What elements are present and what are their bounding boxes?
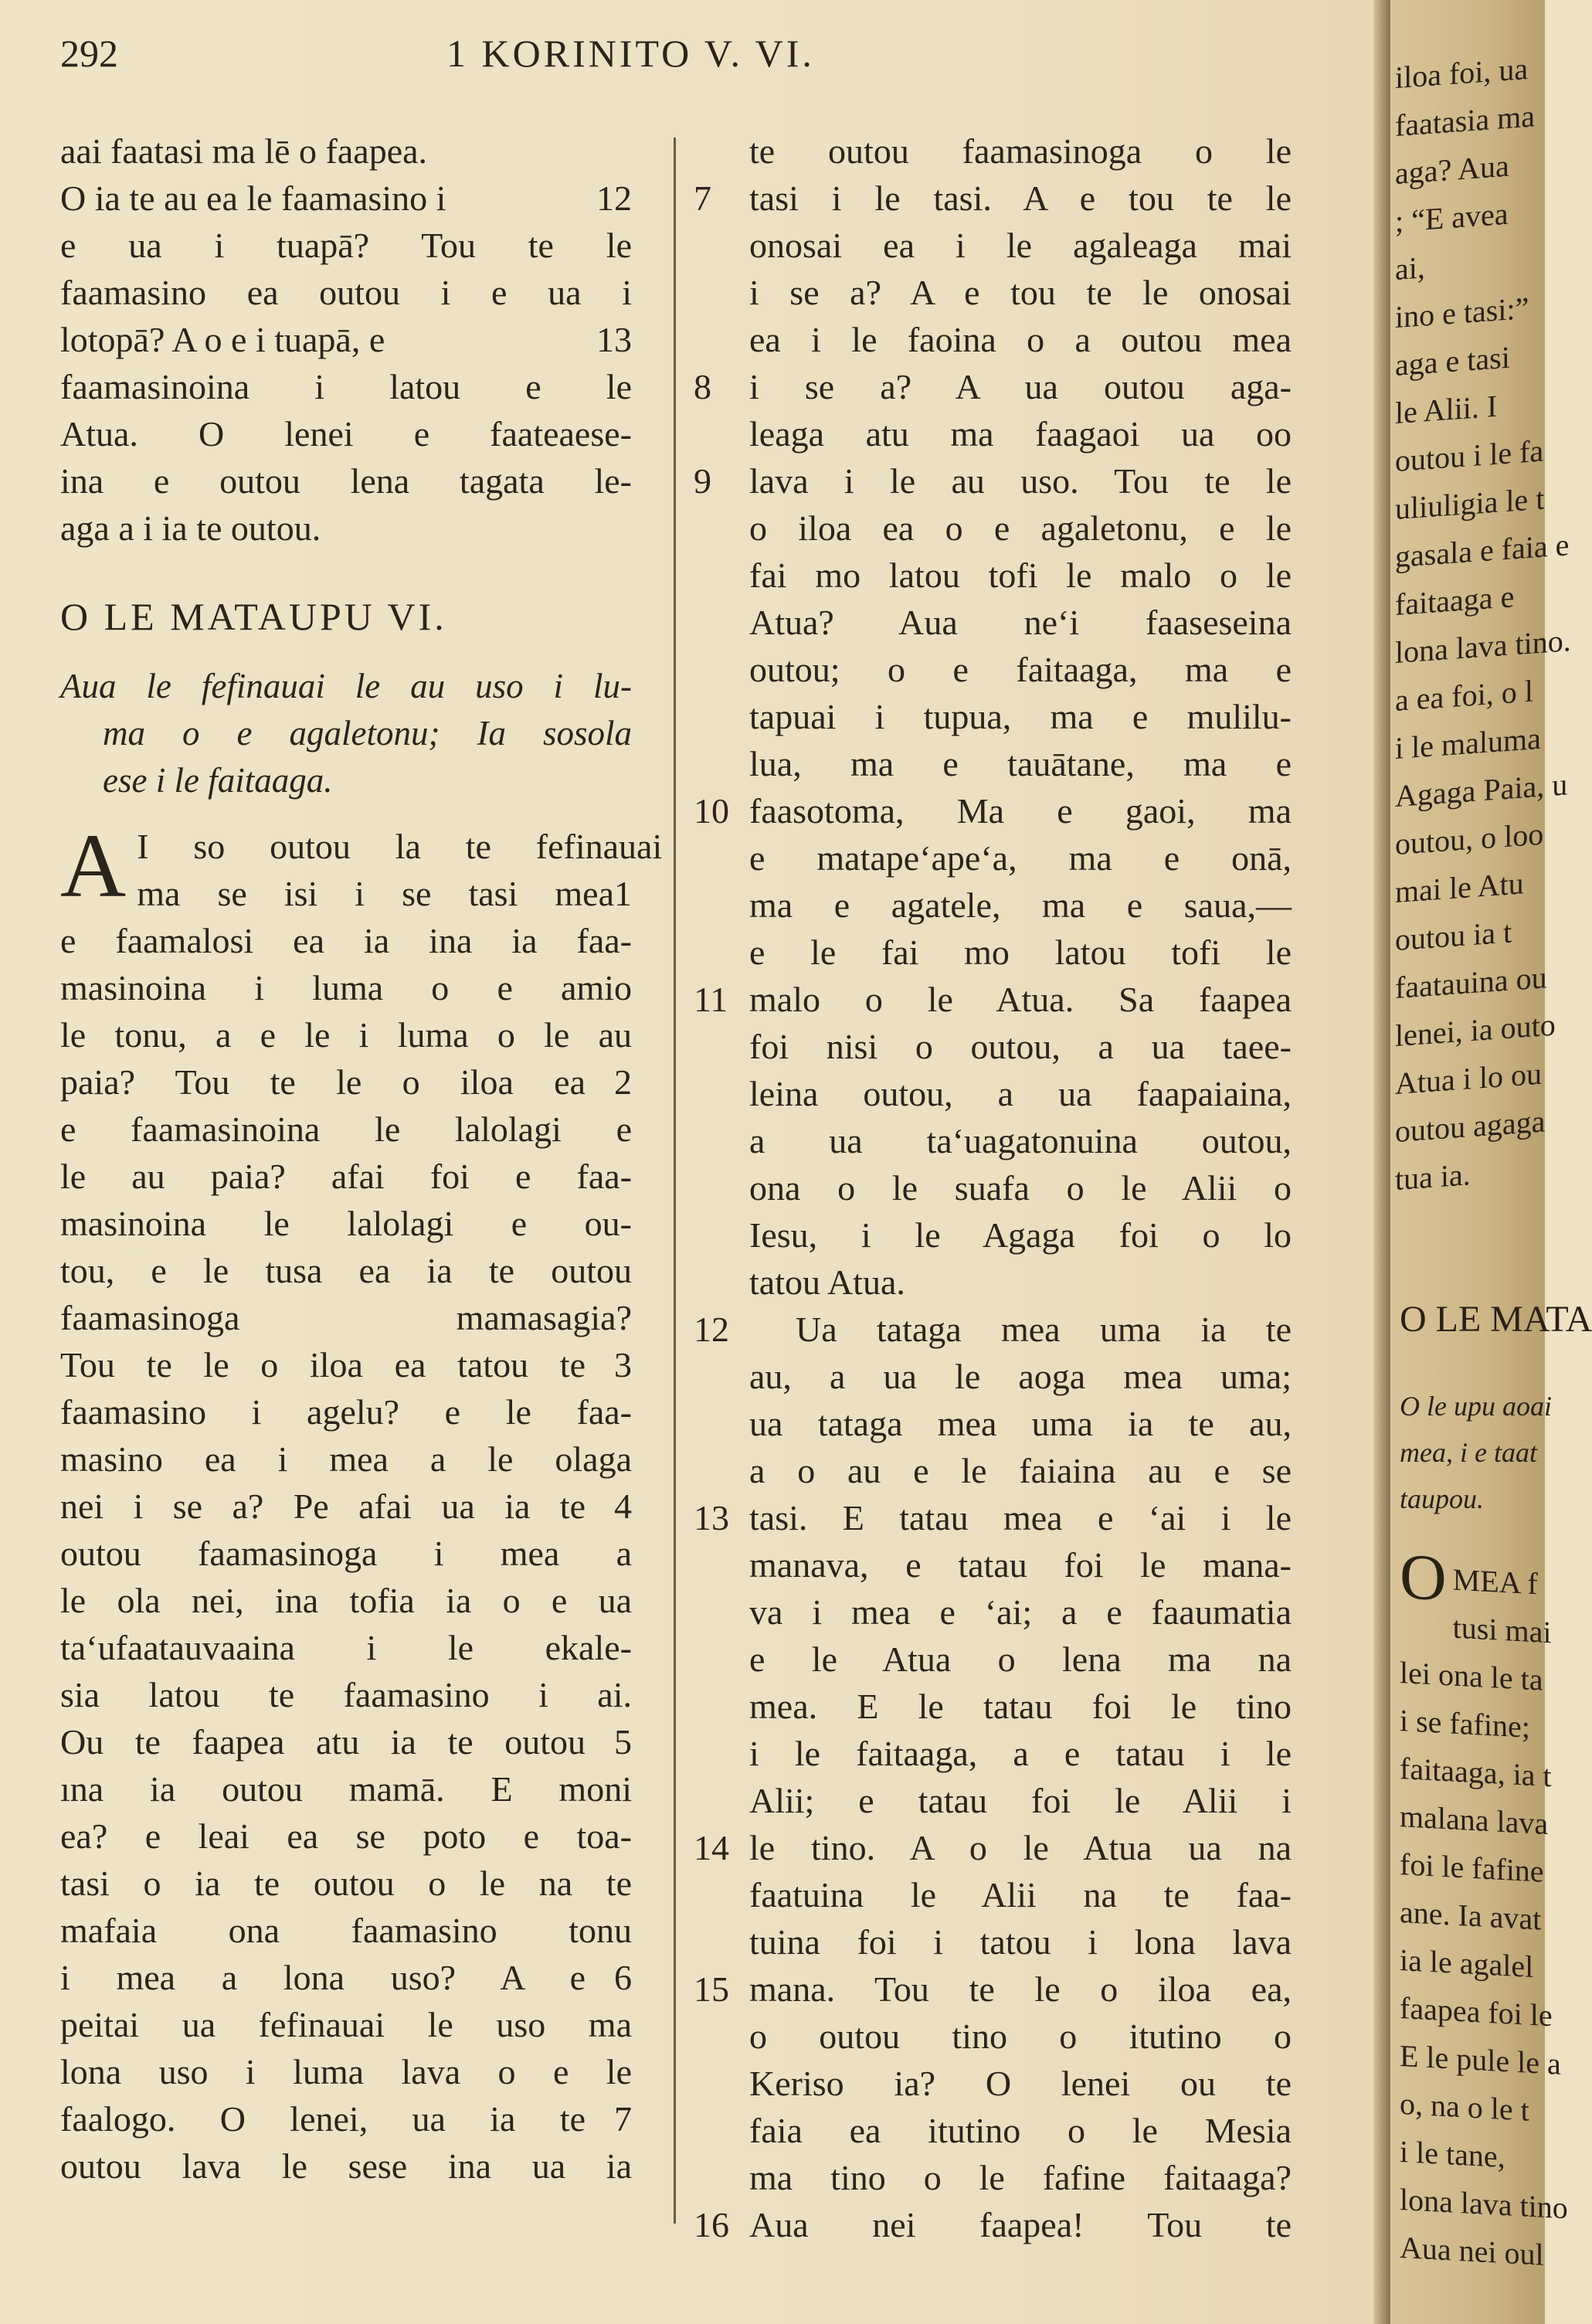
line-text: va i mea e ʻai; a e faaumatia: [749, 1592, 1292, 1632]
line-text: le tonu, a e le i luma o le au: [60, 1015, 632, 1055]
text-line: [749, 740, 1292, 787]
line-text: a o au e le faiaina au e se: [749, 1451, 1292, 1490]
line-text: ma tino o le fafine faitaaga?: [749, 2158, 1292, 2197]
text-line: [749, 1164, 1292, 1211]
facing-line: aga e tasi: [1395, 339, 1510, 382]
line-text: Alii; e tatau foi le Alii i: [749, 1781, 1292, 1820]
line-text: e le Atua o lena ma na: [749, 1639, 1292, 1679]
text-line: [60, 410, 632, 457]
text-line: [60, 1058, 632, 1106]
text-line: [694, 787, 1292, 834]
text-line: [694, 1966, 1292, 2013]
text-line: [60, 1436, 632, 1483]
facing-line: Atua i lo ou: [1395, 1055, 1542, 1101]
line-text: faamasino ea outou i e ua i: [60, 273, 632, 312]
text-line: [749, 1400, 1292, 1447]
facing-line: ino e tasi:”: [1395, 290, 1529, 335]
line-text: tasi. E tatau mea e ʻai i le: [749, 1498, 1292, 1537]
text-line: [749, 599, 1292, 646]
verse-number: 12: [596, 178, 632, 218]
text-line: [60, 1765, 632, 1813]
text-line: [60, 870, 632, 917]
text-line: [694, 2201, 1292, 2248]
line-text: ona o le suafa o le Alii o: [749, 1168, 1292, 1208]
facing-line: foi le fafine: [1400, 1847, 1544, 1889]
text-line: [749, 1070, 1292, 1117]
line-text: outou lava le sese ina ua ia: [60, 2146, 632, 2186]
line-text: lona uso i luma lava o e le: [60, 2052, 632, 2091]
line-text: tatou Atua.: [749, 1262, 905, 1302]
text-line: [749, 1871, 1292, 1918]
text-line: [60, 175, 632, 222]
text-line: [749, 410, 1292, 457]
line-text: outou; o e faitaaga, ma e: [749, 650, 1292, 689]
chapter-summary: [60, 663, 632, 804]
line-text: ina e outou lena tagata le-: [60, 461, 632, 501]
text-line: [60, 1671, 632, 1718]
facing-line: faatauina ou: [1395, 960, 1547, 1005]
text-line: [749, 882, 1292, 929]
facing-line: outou, o loo: [1395, 816, 1544, 861]
line-text: nei i se a? Pe afai ua ia te: [60, 1486, 586, 1526]
line-text: foi nisi o outou, a ua taee-: [749, 1027, 1292, 1066]
facing-line: malana lava: [1400, 1799, 1549, 1842]
facing-page: [1390, 0, 1592, 2324]
facing-line: ane. Ia avat: [1400, 1894, 1542, 1937]
verse-number: 2: [614, 1062, 632, 1102]
line-text: I so outou la te fefinauai: [137, 827, 663, 866]
verse-number: 13: [694, 1498, 729, 1537]
text-line: [60, 2095, 632, 2142]
facing-page-heading: O LE MATA: [1400, 1299, 1592, 1340]
facing-line: Aua nei oul: [1400, 2230, 1544, 2272]
facing-line: lona lava tino.: [1395, 623, 1571, 670]
text-line: [749, 1683, 1292, 1730]
text-line: [60, 1153, 632, 1200]
line-text: a ua taʻuagatonuina outou,: [749, 1121, 1292, 1160]
facing-line: gasala e faia e: [1395, 527, 1570, 574]
line-text: lua, ma e tauātane, ma e: [749, 744, 1292, 783]
facing-line: mai le Atu: [1395, 865, 1524, 909]
text-line: [60, 1530, 632, 1577]
line-text: faatuina le Alii na te faa-: [749, 1875, 1292, 1915]
text-line: [60, 1577, 632, 1624]
text-line: [749, 1777, 1292, 1824]
line-text: Atua. O lenei e faateaese-: [60, 414, 632, 454]
verse-number: 8: [694, 367, 711, 406]
line-text: faamasino i agelu? e le faa-: [60, 1392, 632, 1432]
summary-line: Aua le fefinauai le au uso i lu-: [60, 667, 632, 705]
line-text: malo o le Atua. Sa faapea: [749, 980, 1292, 1019]
text-line: [749, 2107, 1292, 2154]
line-text: o outou tino o itutino o: [749, 2017, 1292, 2056]
facing-page-body: [1400, 1541, 1568, 2280]
column-divider: [674, 138, 676, 2224]
text-line: [749, 1636, 1292, 1683]
text-line: [60, 1106, 632, 1153]
text-line: [694, 1824, 1292, 1871]
line-text: leina outou, a ua faapaiaina,: [749, 1074, 1292, 1113]
facing-line: outou agaga: [1395, 1103, 1546, 1149]
facing-line: i se fafine;: [1400, 1703, 1530, 1745]
text-line: [60, 2001, 632, 2048]
verse-number: 15: [694, 1969, 729, 2009]
line-text: faamasinoina i latou e le: [60, 367, 632, 406]
line-text: outou faamasinoga i mea a: [60, 1534, 632, 1573]
text-line: [749, 1353, 1292, 1400]
text-line: [60, 127, 632, 175]
line-text: e faamalosi ea ia ina ia faa-: [60, 921, 632, 960]
text-line: [694, 457, 1292, 505]
line-text: aga a i ia te outou.: [60, 508, 321, 548]
line-text: i se a? A ua outou aga-: [749, 367, 1292, 406]
text-line: [749, 316, 1292, 363]
text-line: [60, 1483, 632, 1530]
verse-number: 3: [614, 1345, 632, 1385]
facing-line: ; “E avea: [1395, 195, 1509, 239]
line-text: tuina foi i tatou i lona lava: [749, 1922, 1292, 1962]
line-text: lava i le au uso. Tou te le: [749, 461, 1292, 501]
verse-number: 12: [694, 1310, 729, 1349]
line-text: Keriso ia? O lenei ou te: [749, 2064, 1292, 2103]
running-title: 1 KORINITO V. VI.: [446, 32, 815, 75]
line-text: tasi i le tasi. A e tou te le: [749, 178, 1292, 218]
line-text: e faamasinoina le lalolagi e: [60, 1109, 632, 1149]
facing-line: i le maluma: [1395, 720, 1541, 766]
text-line: [694, 363, 1292, 410]
verse-number: 7: [614, 2099, 632, 2139]
summary-line: ma o e agaletonu; Ia sosola: [103, 714, 632, 753]
text-line: [60, 363, 632, 410]
line-text: e le fai mo latou tofi le: [749, 933, 1292, 972]
text-line: [60, 457, 632, 505]
facing-summary-line: O le upu aoai: [1400, 1391, 1552, 1422]
line-text: ea? e leai ea se poto e toa-: [60, 1816, 632, 1856]
line-text: onosai ea i le agaleaga mai: [749, 226, 1292, 265]
verse-number: 5: [614, 1722, 632, 1762]
text-line: [749, 1588, 1292, 1636]
facing-line: faatasia ma: [1395, 98, 1535, 143]
text-line: [749, 269, 1292, 316]
text-line: [60, 917, 632, 964]
line-text: le tino. A o le Atua ua na: [749, 1828, 1292, 1867]
right-column: [694, 127, 1292, 2248]
text-line: [749, 1447, 1292, 1494]
line-text: Ua tataga mea uma ia te: [796, 1310, 1292, 1349]
facing-page-text: [1395, 42, 1571, 1204]
facing-line: ia le agalel: [1400, 1942, 1534, 1985]
line-text: i mea a lona uso? A e: [60, 1958, 586, 1997]
text-line: [749, 1918, 1292, 1966]
facing-line: o, na o le t: [1400, 2086, 1529, 2128]
text-line: [749, 929, 1292, 976]
line-text: faalogo. O lenei, ua ia te: [60, 2099, 586, 2139]
verse-number: 10: [694, 791, 729, 831]
line-text: Iesu, i le Agaga foi o lo: [749, 1215, 1292, 1255]
facing-line: faapea foi le: [1400, 1990, 1553, 2034]
page-header: [60, 31, 1288, 85]
facing-line: le Alii. I: [1395, 388, 1498, 430]
line-text: leaga atu ma faagaoi ua oo: [749, 414, 1292, 454]
text-line: [749, 1541, 1292, 1588]
text-line: [749, 1259, 1292, 1306]
facing-line: aga? Aua: [1395, 148, 1509, 191]
verse-number: 11: [694, 980, 728, 1019]
facing-line: i le tane,: [1400, 2134, 1505, 2175]
facing-line: a ea foi, o l: [1395, 673, 1533, 718]
line-text: aai faatasi ma lē o faapea.: [60, 131, 428, 171]
verse-number: 13: [596, 320, 632, 359]
page-number: 292: [60, 32, 118, 75]
facing-line: iloa foi, ua: [1395, 50, 1529, 95]
line-text: fai mo latou tofi le malo o le: [749, 556, 1292, 595]
line-text: ma e agatele, ma e saua,—: [749, 885, 1292, 925]
line-text: faia ea itutino o le Mesia: [749, 2111, 1292, 2150]
line-text: ma se isi i se tasi mea: [137, 874, 614, 913]
facing-line: faitaaga e: [1395, 579, 1515, 622]
line-text: le au paia? afai foi e faa-: [60, 1157, 632, 1196]
facing-line: outou i le fa: [1395, 433, 1544, 478]
text-line: [694, 976, 1292, 1023]
line-text: le ola nei, ina tofia ia o e ua: [60, 1581, 632, 1620]
text-line: [60, 1813, 632, 1860]
facing-line: Agaga Paia, u: [1395, 766, 1568, 814]
text-line: [749, 2013, 1292, 2060]
text-line: [749, 1117, 1292, 1164]
text-line: [60, 1388, 632, 1436]
line-text: Atua? Aua neʻi faaseseina: [749, 603, 1292, 642]
facing-line: faitaaga, ia t: [1400, 1751, 1552, 1794]
line-text: masinoina le lalolagi e ou-: [60, 1204, 632, 1243]
line-text: te outou faamasinoga o le: [749, 131, 1292, 171]
line-text: masino ea i mea a le olaga: [60, 1439, 632, 1479]
verse-number: 16: [694, 2205, 729, 2244]
line-text: taʻufaatauvaaina i le ekale-: [60, 1628, 632, 1667]
line-text: lotopā? A o e i tuapā, e: [60, 320, 385, 359]
text-line: [694, 1306, 1292, 1353]
text-line: [60, 1011, 632, 1058]
facing-line: tua ia.: [1395, 1157, 1471, 1197]
text-line: [60, 1341, 632, 1388]
text-line: [749, 222, 1292, 269]
facing-line: outou ia t: [1395, 914, 1512, 957]
verse-number: 1: [614, 874, 632, 913]
text-line: [60, 1954, 632, 2001]
line-text: ua tataga mea uma ia te au,: [749, 1404, 1292, 1443]
line-text: mea. E le tatau foi le tino: [749, 1687, 1292, 1726]
text-line: [749, 2154, 1292, 2201]
line-text: faamasinoga mamasagia?: [60, 1298, 632, 1337]
verse-number: 7: [694, 178, 711, 218]
line-text: manava, e tatau foi le mana-: [749, 1545, 1292, 1585]
line-text: mana. Tou te le o iloa ea,: [749, 1969, 1292, 2009]
text-line: [749, 1211, 1292, 1259]
facing-line: tusi mai: [1452, 1609, 1552, 1650]
facing-line: lona lava tino: [1400, 2182, 1568, 2226]
facing-line: ai,: [1395, 250, 1425, 287]
text-line: [60, 964, 632, 1011]
line-text: Aua nei faapea! Tou te: [749, 2205, 1292, 2244]
text-line: [749, 693, 1292, 740]
text-line: [60, 1247, 632, 1294]
facing-line: lenei, ia outo: [1395, 1007, 1556, 1053]
line-text: i le faitaaga, a e tatau i le: [749, 1734, 1292, 1773]
line-text: paia? Tou te le o iloa ea: [60, 1062, 586, 1102]
drop-cap: A: [60, 815, 127, 916]
chapter-heading: O LE MATAUPU VI.: [60, 595, 447, 638]
verse-number: 4: [614, 1486, 632, 1526]
line-text: au, a ua le aoga mea uma;: [749, 1357, 1292, 1396]
summary-line: ese i le faitaaga.: [103, 761, 333, 800]
facing-drop-cap: O: [1400, 1541, 1447, 1616]
text-line: [749, 646, 1292, 693]
facing-line: MEA f: [1452, 1561, 1538, 1602]
left-column: [60, 127, 663, 2190]
text-line: [60, 1624, 632, 1671]
line-text: mafaia ona faamasino tonu: [60, 1911, 632, 1950]
verse-number: 14: [694, 1828, 729, 1867]
line-text: i se a? A e tou te le onosai: [749, 273, 1292, 312]
line-text: e ua i tuapā? Tou te le: [60, 226, 632, 265]
text-line: [694, 175, 1292, 222]
text-line: [749, 2060, 1292, 2107]
line-text: Ou te faapea atu ia te outou: [60, 1722, 586, 1762]
text-line: [60, 1860, 632, 1907]
text-line: [60, 269, 632, 316]
text-line: [60, 1200, 632, 1247]
line-text: masinoina i luma o e amio: [60, 968, 632, 1007]
text-line: [749, 127, 1292, 175]
facing-line: lei ona le ta: [1400, 1655, 1543, 1697]
line-text: tasi o ia te outou o le na te: [60, 1864, 632, 1903]
text-line: [749, 834, 1292, 882]
text-line: [749, 1023, 1292, 1070]
line-text: tou, e le tusa ea ia te outou: [60, 1251, 632, 1290]
line-text: faasotoma, Ma e gaoi, ma: [749, 791, 1292, 831]
verse-number: 6: [614, 1958, 632, 1997]
facing-page-summary: [1400, 1383, 1552, 1522]
text-line: [60, 222, 632, 269]
facing-line: E le pule le a: [1400, 2038, 1561, 2081]
line-text: o iloa ea o e agaletonu, e le: [749, 508, 1292, 548]
text-line: [60, 1907, 632, 1954]
line-text: e matapeʻapeʻa, ma e onā,: [749, 838, 1292, 878]
line-text: tapuai i tupua, ma e mulilu-: [749, 697, 1292, 736]
line-text: Tou te le o iloa ea tatou te: [60, 1345, 586, 1385]
text-line: [60, 2142, 632, 2190]
line-text: O ia te au ea le faamasino i: [60, 178, 446, 218]
text-line: [749, 1730, 1292, 1777]
line-text: sia latou te faamasino i ai.: [60, 1675, 632, 1714]
text-line: [60, 316, 632, 363]
facing-line: uliuligia le t: [1395, 481, 1545, 526]
line-text: ea i le faoina o a outou mea: [749, 320, 1292, 359]
line-text: ına ia outou mamā. E moni: [60, 1769, 632, 1809]
text-line: [60, 1294, 632, 1341]
text-line: [749, 552, 1292, 599]
facing-summary-line: mea, i e taat: [1400, 1437, 1537, 1468]
verse-number: 9: [694, 461, 711, 501]
facing-summary-line: taupou.: [1400, 1483, 1485, 1514]
text-line: [60, 505, 632, 552]
text-line: [60, 2048, 632, 2095]
text-line: [749, 505, 1292, 552]
line-text: peitai ua fefinauai le uso ma: [60, 2005, 632, 2044]
text-line: [694, 1494, 1292, 1541]
text-line: [60, 1718, 632, 1765]
